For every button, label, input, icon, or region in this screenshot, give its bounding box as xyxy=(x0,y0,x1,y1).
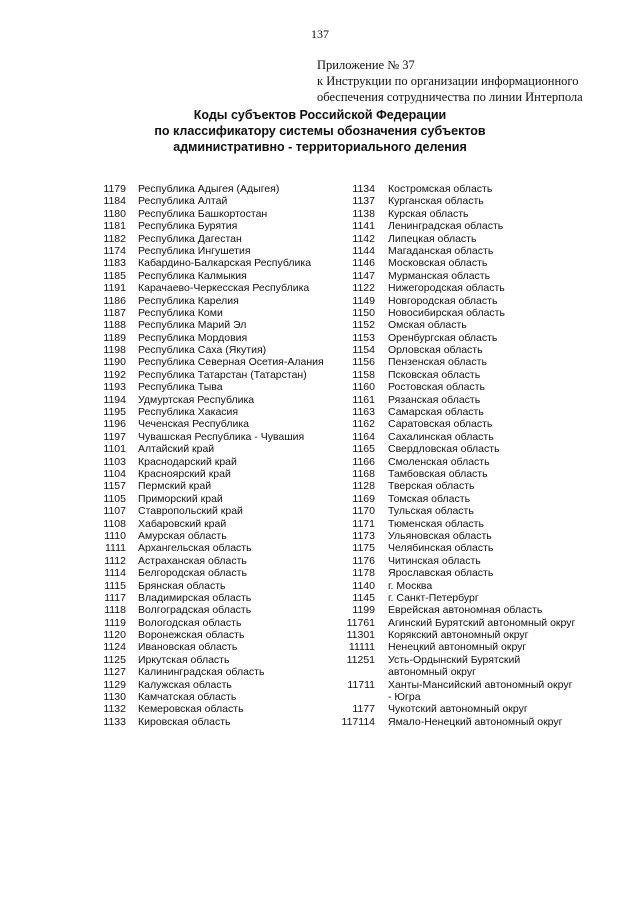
subject-name: Еврейская автономная область xyxy=(388,604,543,617)
subject-name: Томская область xyxy=(388,492,471,505)
subject-code: 1132 xyxy=(103,703,126,716)
title-line-3: административно - территориального деления xyxy=(173,140,467,154)
subject-name: Республика Калмыкия xyxy=(138,269,247,282)
subject-code: 1177 xyxy=(352,703,375,716)
subject-code: 1122 xyxy=(352,282,375,295)
subject-name: Республика Мордовия xyxy=(138,331,248,344)
subject-name: Республика Карелия xyxy=(138,294,239,307)
subject-code: 1101 xyxy=(103,443,126,456)
subject-name: Ростовская область xyxy=(388,381,486,394)
subject-name: Республика Адыгея (Адыгея) xyxy=(138,183,280,195)
subject-name: Республика Северная Осетия-Алания xyxy=(138,356,324,369)
subject-name: Камчатская область xyxy=(138,691,237,704)
subject-code: 1119 xyxy=(104,616,126,629)
subject-code: 1134 xyxy=(352,183,375,195)
subject-name: Кировская область xyxy=(138,715,231,728)
subject-name: Архангельская область xyxy=(138,542,252,555)
subject-code: 1156 xyxy=(352,356,375,369)
subject-code: 1183 xyxy=(103,257,126,270)
subject-name: Республика Тыва xyxy=(138,381,223,394)
subject-code: 1171 xyxy=(352,517,375,530)
subject-name: Рязанская область xyxy=(388,393,481,406)
subject-code: 1138 xyxy=(352,207,375,220)
subject-name: Ставропольский край xyxy=(138,505,243,518)
subject-name: Республика Ингушетия xyxy=(138,244,251,257)
subject-name: Корякский автономный округ xyxy=(388,629,529,642)
subject-code: 1129 xyxy=(103,678,126,691)
subject-code: 1178 xyxy=(352,567,375,580)
subject-name: Мурманская область xyxy=(388,269,491,282)
subject-name: Самарская область xyxy=(388,406,484,419)
subject-code: 1188 xyxy=(103,319,126,332)
subject-code: 1107 xyxy=(103,505,126,518)
subject-code: 1198 xyxy=(103,344,126,357)
subject-code: 1187 xyxy=(103,306,126,319)
subject-code: 1160 xyxy=(352,381,375,394)
subject-code: 117114 xyxy=(341,715,375,728)
subject-code: 1189 xyxy=(103,331,126,344)
subject-code: 11301 xyxy=(346,629,375,642)
subject-code: 1182 xyxy=(103,232,126,245)
subject-code: 1185 xyxy=(103,269,126,282)
subject-name: Республика Татарстан (Татарстан) xyxy=(138,368,307,381)
subject-code: 1168 xyxy=(352,467,375,480)
subject-name: Белгородская область xyxy=(138,567,247,580)
subject-code: 1181 xyxy=(103,220,126,233)
subject-name: Свердловская область xyxy=(388,443,500,456)
appendix-line-2: к Инструкции по организации информационного xyxy=(317,74,579,88)
subject-code: 1127 xyxy=(103,666,126,679)
subject-name: Курганская область xyxy=(388,195,484,208)
subject-code: 1169 xyxy=(352,492,375,505)
subject-code: 1184 xyxy=(103,195,126,208)
document-title xyxy=(0,107,640,155)
subject-code: 1144 xyxy=(352,244,375,257)
subject-name: Республика Дагестан xyxy=(138,232,242,245)
subject-name: Республика Башкортостан xyxy=(138,207,268,220)
subject-code: 1163 xyxy=(352,406,375,419)
subject-name: Амурская область xyxy=(138,529,227,542)
subject-code: 1170 xyxy=(352,505,375,518)
subject-code: 1176 xyxy=(352,554,375,567)
subject-code: 1157 xyxy=(103,480,126,493)
subject-name: Владимирская область xyxy=(138,591,252,604)
subject-code: 1180 xyxy=(103,207,126,220)
subject-code: 1124 xyxy=(103,641,126,654)
subject-code: 1164 xyxy=(352,430,375,443)
subject-code: 11111 xyxy=(348,641,375,654)
subject-name: Новгородская область xyxy=(388,294,498,307)
subject-name: Ярославская область xyxy=(388,567,494,580)
subject-code: 1179 xyxy=(103,183,126,195)
subject-name: Оренбургская область xyxy=(388,331,498,344)
subject-code: 1145 xyxy=(352,591,375,604)
subject-code: 1104 xyxy=(103,467,126,480)
subject-name: Краснодарский край xyxy=(138,455,237,468)
subject-name: Чувашская Республика - Чувашия xyxy=(138,430,305,443)
subject-code: 1190 xyxy=(103,356,126,369)
subject-code: 1153 xyxy=(352,331,375,344)
subject-code: 11761 xyxy=(346,616,375,629)
appendix-line-3: обеспечения сотрудничества по линии Интерпола xyxy=(317,90,583,104)
subject-name: Тюменская область xyxy=(388,517,484,530)
subject-name: Московская область xyxy=(388,257,488,270)
subject-name: Усть-Ордынский Бурятский xyxy=(388,653,521,666)
subject-code: 1125 xyxy=(103,653,126,666)
subject-name: Кемеровская область xyxy=(138,703,244,716)
subject-name: Воронежская область xyxy=(138,629,245,642)
subject-code: 1186 xyxy=(103,294,126,307)
subject-name: Тверская область xyxy=(388,480,475,493)
appendix-header xyxy=(317,57,583,105)
subject-name: Пермский край xyxy=(138,480,212,493)
subject-code: 1174 xyxy=(103,244,126,257)
subject-name: Республика Саха (Якутия) xyxy=(138,344,267,357)
subject-code: 1105 xyxy=(103,492,126,505)
subject-name: Липецкая область xyxy=(388,232,477,245)
subject-name: Тамбовская область xyxy=(388,467,488,480)
subject-name: Удмуртская Республика xyxy=(138,393,255,406)
appendix-line-1: Приложение № 37 xyxy=(317,58,415,72)
subject-code: 1137 xyxy=(352,195,375,208)
subject-name: Псковская область xyxy=(388,368,481,381)
subject-name: Челябинская область xyxy=(388,542,494,555)
subject-code: 1195 xyxy=(103,406,126,419)
subject-code: 1108 xyxy=(103,517,126,530)
subject-name: Брянская область xyxy=(138,579,226,592)
subject-code: 1149 xyxy=(352,294,375,307)
subject-code: 1130 xyxy=(103,691,126,704)
subject-code: 1196 xyxy=(103,418,126,431)
subject-code: 1191 xyxy=(103,282,126,295)
subject-name: Волгоградская область xyxy=(138,604,252,617)
subject-name: Республика Алтай xyxy=(138,195,228,208)
subject-name: Сахалинская область xyxy=(388,430,494,443)
subject-code: 1154 xyxy=(352,344,375,357)
subject-code: 1193 xyxy=(103,381,126,394)
subject-code: 1161 xyxy=(352,393,375,406)
subject-name: - Югра xyxy=(388,691,421,704)
subject-code: 1103 xyxy=(103,455,126,468)
subject-name: Новосибирская область xyxy=(388,306,505,319)
subject-name: Красноярский край xyxy=(138,467,231,480)
subject-name: Алтайский край xyxy=(138,443,215,456)
subject-code: 1140 xyxy=(352,579,375,592)
subject-name: Республика Бурятия xyxy=(138,220,238,233)
subject-name: Иркутская область xyxy=(138,653,230,666)
subject-code: 11711 xyxy=(347,678,375,691)
subject-code: 1146 xyxy=(352,257,375,270)
subject-name: Ульяновская область xyxy=(388,529,492,542)
subject-code: 1141 xyxy=(352,220,375,233)
subject-code: 1112 xyxy=(104,554,126,567)
subject-name: Ямало-Ненецкий автономный округ xyxy=(388,715,563,728)
subject-name: Саратовская область xyxy=(388,418,493,431)
subject-code: 1199 xyxy=(352,604,375,617)
subject-code: 1118 xyxy=(104,604,126,617)
subject-code: 1114 xyxy=(104,567,126,580)
subject-code: 1192 xyxy=(103,368,126,381)
subject-code: 1175 xyxy=(352,542,375,555)
subject-code: 1173 xyxy=(352,529,375,542)
subject-name: Тульская область xyxy=(388,505,474,518)
subject-name: Ленинградская область xyxy=(388,220,504,233)
subject-name: Хабаровский край xyxy=(138,517,227,530)
subject-name: Республика Коми xyxy=(138,306,223,319)
subject-code: 1111 xyxy=(104,542,126,555)
subject-name: Кабардино-Балкарская Республика xyxy=(138,257,312,270)
page-number: 137 xyxy=(311,27,329,41)
subject-name: Приморский край xyxy=(138,492,223,505)
subject-name: Агинский Бурятский автономный округ xyxy=(388,616,576,629)
subject-name: Вологодская область xyxy=(138,616,242,629)
subject-name: Пензенская область xyxy=(388,356,487,369)
subject-name: Ханты-Мансийский автономный округ xyxy=(388,678,573,691)
subject-code: 1128 xyxy=(352,480,375,493)
subject-name: Чукотский автономный округ xyxy=(388,703,528,716)
subject-name: Орловская область xyxy=(388,344,483,357)
subject-code: 1194 xyxy=(103,393,126,406)
subject-code: 1142 xyxy=(352,232,375,245)
subject-name: Ненецкий автономный округ xyxy=(388,641,527,654)
subject-code: 1165 xyxy=(352,443,375,456)
subject-name: Калининградская область xyxy=(138,666,265,679)
subject-name: Смоленская область xyxy=(388,455,490,468)
subject-name: Курская область xyxy=(388,207,469,220)
subject-code: 1110 xyxy=(104,529,126,542)
subject-code: 1133 xyxy=(103,715,126,728)
subject-name: Нижегородская область xyxy=(388,282,505,295)
subject-code: 1147 xyxy=(352,269,375,282)
subject-name: Карачаево-Черкесская Республика xyxy=(138,282,310,295)
subject-code: 1117 xyxy=(104,591,126,604)
subject-code: 1120 xyxy=(103,629,126,642)
subject-name: Костромская область xyxy=(388,183,493,195)
title-line-1: Коды субъектов Российской Федерации xyxy=(193,108,447,122)
subject-code: 1197 xyxy=(103,430,126,443)
subject-name: Республика Марий Эл xyxy=(138,319,247,332)
subject-name: Республика Хакасия xyxy=(138,406,239,419)
subject-name: Читинская область xyxy=(388,554,481,567)
subject-code: 1162 xyxy=(352,418,375,431)
subject-code: 1152 xyxy=(352,319,375,332)
subject-code: 1150 xyxy=(352,306,375,319)
subject-code: 11251 xyxy=(346,653,375,666)
subject-name: Калужская область xyxy=(138,678,232,691)
subject-name: Ивановская область xyxy=(138,641,238,654)
subject-code: 1158 xyxy=(352,368,375,381)
subject-name: Чеченская Республика xyxy=(138,418,249,431)
subject-code: 1115 xyxy=(104,579,126,592)
subject-name: Магаданская область xyxy=(388,244,494,257)
subject-name: г. Москва xyxy=(388,579,433,592)
title-line-2: по классификатору системы обозначения субъектов xyxy=(154,124,486,138)
subject-name: Омская область xyxy=(388,319,467,332)
subject-code: 1166 xyxy=(352,455,375,468)
subject-name: Астраханская область xyxy=(138,554,247,567)
subject-name: г. Санкт-Петербург xyxy=(388,591,479,604)
subject-name: автономный округ xyxy=(388,666,476,679)
